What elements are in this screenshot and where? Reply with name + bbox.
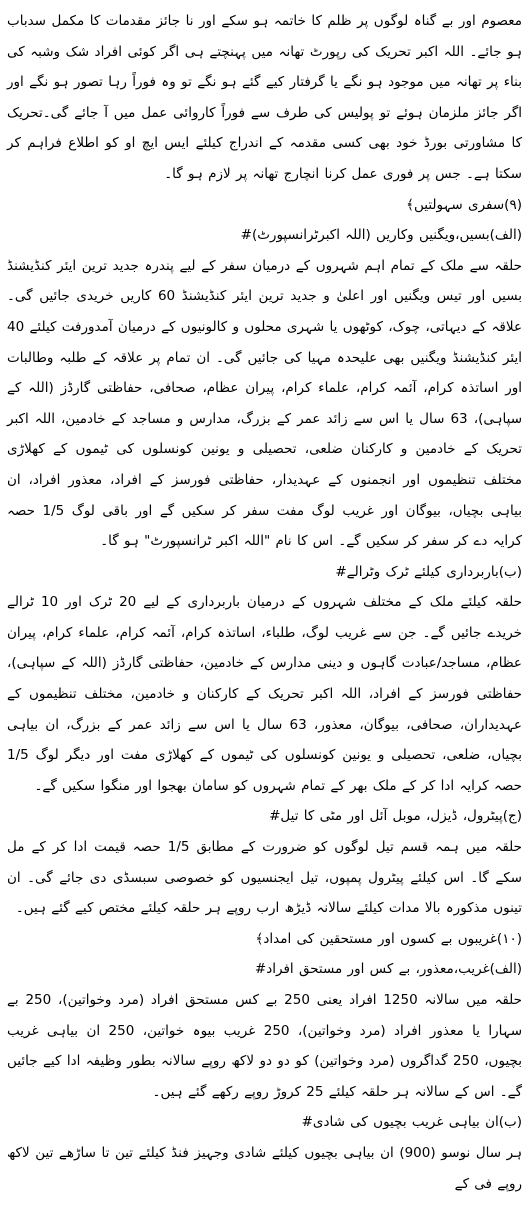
paragraph-fuel: حلقہ میں ہمہ قسم تیل لوگوں کو ضرورت کے مطابق 1/5 حصہ قیمت ادا کر کے مل سکے گا۔ اس کیلئے پیٹرول پمپوں، تیل ایجنسیوں کو خصوصی سبسڈی دی جائے گی۔ ان تینوں مذکورہ بالا مدات کیلئے سالانہ ڈیڑھ ارب روپے ہر حلقہ کیلئے مختص کیے گئے ہیں۔	[7, 839, 522, 917]
paragraph-freight: حلقہ کیلئے ملک کے مختلف شہروں کے درمیان باربرداری کے لیے 20 ٹرک اور 10 ٹرالے خریدے جائیں گے۔ جن سے غریب لوگ، طلباء، اساتذہ کرام، آئمہ کرام، علماء کرام، پیران عظام، مساجد/عبادت گاہوں و دینی مدارس کے خادمین، حفاظتی گارڈز (اللہ کے سپاہی)، حفاظتی فورسز کے افراد، اللہ اکبر تحریک کے کارکنان و خادمین، مختلف تنظیموں کے عہدیداران، صحافی، بیوگان، معذور، 63 سال یا اس سے زائد عمر کے بزرگ، ان بیاہی بچیاں، ضلعی، تحصیلی و یونین کونسلوں کی ٹیموں کے کھلاڑی مفت اور دیگر لوگ 1/5 حصہ کرایہ ادا کر کے ملک بھر کے تمام شہروں کو سامان بھجوا اور منگوا سکیں گے۔	[7, 594, 522, 794]
heading-aid-for-poor: (۱۰)غریبوں بے کسوں اور مستحقین کی امداد﴾	[255, 930, 522, 947]
heading-buses-vans-cars: (الف)بسیں،ویگنیں وکاریں (اللہ اکبرٹرانسپورٹ)#	[240, 227, 522, 244]
paragraph-stipends: حلقہ میں سالانہ 1250 افراد یعنی 250 بے کس مستحق افراد (مرد وخواتین)، 250 بے سہارا یا معذور افراد (مرد وخواتین)، 250 غریب بیوہ خواتین، 250 ان بیاہی غریب بچیوں، 250 گداگروں (مرد وخواتین) کو دو دو لاکھ روپے سالانہ بطور وظیفہ ادا کیے جائیں گے۔ اس کے سالانہ ہر حلقہ کیلئے 25 کروڑ روپے رکھے گئے ہیں۔	[7, 992, 523, 1100]
paragraph-transport: حلقہ سے ملک کے تمام اہم شہروں کے درمیان سفر کے لیے پندرہ جدید ترین ایئر کنڈیشنڈ بسیں اور تیس ویگنیں اور اعلیٰ و جدید ترین ایئر کنڈیشنڈ 60 کاریں خریدی جائیں گی۔علاقہ کے دیہاتی، چوک، کوٹھوں یا شہری محلوں و کالونیوں کے درمیان آمدورفت کیلئے 40 ایئر کنڈیشنڈ ویگنیں بھی علیحدہ مہیا کی جائیں گی۔ ان تمام پر علاقہ کے طلبہ وطالبات اور اساتذہ کرام، آئمہ کرام، علماء کرام، پیران عظام، صحافی، حفاظتی گارڈز (اللہ کے سپاہی)، 63 سال یا اس سے زائد عمر کے بزرگ، مدارس و مساجد کے خادمین، اللہ اکبر تحریک کے خادمین و کارکنان ضلعی، تحصیلی و یونین کونسلوں کی ٹیموں کے کھلاڑی مختلف تنظیموں اور انجمنوں کے عہدیدار، حفاظتی فورسز کے افراد، معذور افراد، ان بیاہی بچیاں، بیوگان اور غریب لوگ مفت سفر کر سکیں گے اور باقی لوگ 1/5 حصہ کرایہ دے کر سفر کر سکیں گے۔ اس کا نام "اللہ اکبر ٹرانسپورٹ" ہو گا۔	[7, 257, 522, 550]
heading-needy-persons: (الف)غریب،معذور، بے کس اور مستحق افراد#	[254, 961, 522, 978]
paragraph-marriage-fund: ہر سال نوسو (900) ان بیاہی بچیوں کیلئے شادی وجہیز فنڈ کیلئے تین تا ساڑھے تین لاکھ روپے فی کے	[7, 1144, 523, 1192]
heading-marriage-of-girls: (ب)ان بیاہی غریب بچیوں کی شادی#	[301, 1114, 522, 1131]
heading-travel-facilities: (۹)سفری سہولتیں﴾	[406, 196, 522, 213]
heading-trucks-trailers: (ب)باربرداری کیلئے ٹرک وٹرالے#	[335, 563, 522, 580]
heading-fuel: (ج)پیٹرول، ڈیزل، موبل آئل اور مٹی کا تیل#	[269, 808, 522, 825]
paragraph-police-report: معصوم اور بے گناہ لوگوں پر ظلم کا خاتمہ ہو سکے اور نا جائز مقدمات کا مکمل سدباب ہو جائے۔ اللہ اکبر تحریک کی رپورٹ تھانہ میں پہنچتے ہی اگر کوئی افراد شک وشبہ کی بناء پر تھانہ میں موجود ہو نگے یا گرفتار کیے گئے ہو نگے تو وہ فوراً رہا تصور ہو نگے اور اگر جائز ملزمان ہوئے تو پولیس کی طرف سے فوراً کاروائی عمل میں آ جائے گی۔تحریک کا مشاورتی بورڈ خود بھی کسی مقدمہ کے اندراج کیلئے ایس ایچ او کو اطلاع فراہم کر سکتا ہے۔ جس پر فوری عمل کرنا انچارج تھانہ پر لازم ہو گا۔	[7, 13, 522, 182]
